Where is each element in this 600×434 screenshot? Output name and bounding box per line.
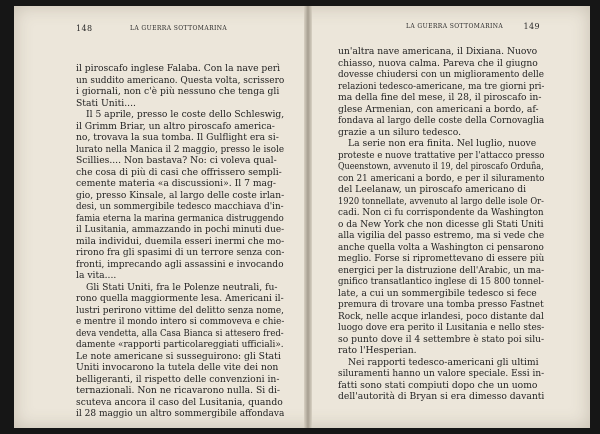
text-line: so punto dove il 4 settembre è stato poi silu-: [338, 333, 544, 345]
right-page-number: 149: [523, 22, 540, 31]
text-line: Nei rapporti tedesco-americani gli ultimi: [348, 356, 539, 368]
text-line: Gli Stati Uniti, fra le Polenze neutrali, fu-: [86, 281, 278, 293]
text-line: Queenstown, avvenuto il 19, del piroscafo Orduña,: [338, 161, 544, 172]
text-line: glese Armenian, con americani a bordo, af-: [338, 103, 539, 115]
left-running-head: LA GUERRA SOTTOMARINA: [130, 25, 228, 32]
right-page: [312, 6, 590, 428]
text-line: gio, presso Kinsale, al largo delle coste irlan-: [76, 189, 284, 201]
left-page-number: 148: [76, 24, 93, 33]
text-line: il 28 maggio un altro sommergibile affondava: [76, 408, 284, 419]
text-line: lustri perirono vittime del delitto senza nome,: [76, 304, 284, 316]
text-line: desi, un sommergibile tedesco macchiava d'in-: [76, 201, 284, 212]
text-line: il piroscafo inglese Falaba. Con la nave perì: [76, 63, 281, 74]
text-line: il Grimm Briar, un altro piroscafo america-: [76, 120, 275, 132]
text-line: il Lusitania, ammazzando in pochi minuti due-: [76, 224, 284, 235]
text-line: un'altra nave americana, il Dixiana. Nuovo: [338, 46, 538, 57]
text-line: alla vigilia del passo estremo, ma si vede che: [338, 230, 544, 241]
text-line: meglio. Forse si ripromettevano di essere più: [338, 253, 544, 264]
text-line: che cosa di più di casi che offrissero sempli-: [76, 166, 282, 178]
text-line: cadi. Non ci fu corrispondente da Washington: [338, 207, 544, 218]
text-line: grazie a un siluro tedesco.: [338, 126, 461, 138]
text-line: siluramenti hanno un valore speciale. Essi in-: [338, 368, 544, 379]
text-line: fatti sono stati compiuti dopo che un uomo: [338, 379, 538, 391]
text-line: Il 5 aprile, presso le coste dello Schleswig,: [86, 109, 284, 120]
text-line: mila individui, duemila esseri inermi che mo-: [76, 235, 284, 247]
text-line: famia eterna la marina germanica distruggendo: [76, 212, 284, 224]
left-page-text: [76, 63, 284, 420]
text-line: rato l'Hesperian.: [338, 345, 417, 356]
text-line: belligeranti, il rispetto delle convenzioni in-: [76, 373, 280, 385]
left-page: [14, 6, 304, 428]
text-line: i giornali, non c'è più nessuno che tenga gli: [76, 86, 280, 97]
text-line: un suddito americano. Questa volta, scrissero: [76, 74, 284, 86]
book-spread: [14, 6, 590, 428]
text-line: anche quella volta a Washington ci pensarono: [338, 241, 544, 253]
text-line: del Leelanaw, un piroscafo americano di: [338, 184, 527, 195]
text-line: con 21 americani a bordo, e per il siluramento: [338, 172, 544, 184]
text-line: rono quella maggiormente lesa. Americani il-: [76, 293, 284, 304]
text-line: rirono fra gli spasimi di un terrore senza con-: [76, 247, 284, 258]
text-line: ma della fine del mese, il 28, il piroscafo in-: [338, 92, 542, 103]
book-gutter: [304, 6, 312, 428]
text-line: lurato nella Manica il 2 maggio, presso le isole: [76, 143, 284, 155]
text-line: o da New York che non dicesse gli Stati Uniti: [338, 218, 544, 230]
text-line: scuteva ancora il caso del Lusitania, quando: [76, 396, 283, 408]
text-line: luogo dove era perito il Lusitania e nello stes-: [338, 322, 544, 333]
text-line: e mentre il mondo intero si commoveva e chie-: [76, 316, 284, 327]
text-line: energici per la distruzione dell'Arabic, un ma-: [338, 264, 544, 276]
text-line: no, trovava la sua tomba. Il Gulflight era si-: [76, 132, 279, 143]
text-line: proteste e nuove trattative per l'attacco presso: [338, 149, 544, 161]
text-line: Scillies.... Non bastava? No: ci voleva qual-: [76, 155, 277, 166]
text-line: damente «rapporti particolareggiati ufficiali».: [76, 339, 284, 350]
text-line: Uniti invocarono la tutela delle vite dei non: [76, 362, 279, 373]
text-line: deva vendetta, alla Casa Bianca si attesero fred-: [76, 327, 284, 339]
text-line: la vita....: [76, 270, 117, 281]
text-line: dovesse chiudersi con un miglioramento delle: [338, 69, 544, 80]
text-line: Rock, nelle acque irlandesi, poco distante dal: [338, 310, 544, 322]
text-line: fronti, imprecando agli assassini e invocando: [76, 258, 284, 270]
text-line: La serie non era finita. Nel luglio, nuove: [348, 138, 537, 149]
text-line: relazioni tedesco-americane, ma tre giorni pri-: [338, 80, 544, 92]
text-line: gnifico transatlantico inglese di 15 800 tonnel-: [338, 276, 544, 287]
text-line: ternazionali. Non ne ricavarono nulla. Si di-: [76, 385, 281, 396]
text-line: chiasso, nuova calma. Pareva che il giugno: [338, 57, 538, 69]
text-line: fondava al largo delle coste della Cornovaglia: [338, 115, 544, 126]
text-line: dell'autorità di Bryan si era dimesso davanti: [338, 391, 544, 402]
text-line: Stati Uniti....: [76, 97, 136, 109]
right-page-text: [338, 46, 544, 403]
text-line: Le note americane si susseguirono: gli Stati: [76, 350, 281, 362]
right-running-head: LA GUERRA SOTTOMARINA: [406, 23, 504, 30]
text-line: premura di trovare una tomba presso Fastnet: [338, 299, 544, 310]
text-line: 1920 tonnellate, avvenuto al largo delle isole Or-: [338, 195, 544, 207]
text-line: cemente materia «a discussioni». Il 7 mag-: [76, 178, 277, 189]
text-line: late, a cui un sommergibile tedesco si fece: [338, 287, 537, 299]
